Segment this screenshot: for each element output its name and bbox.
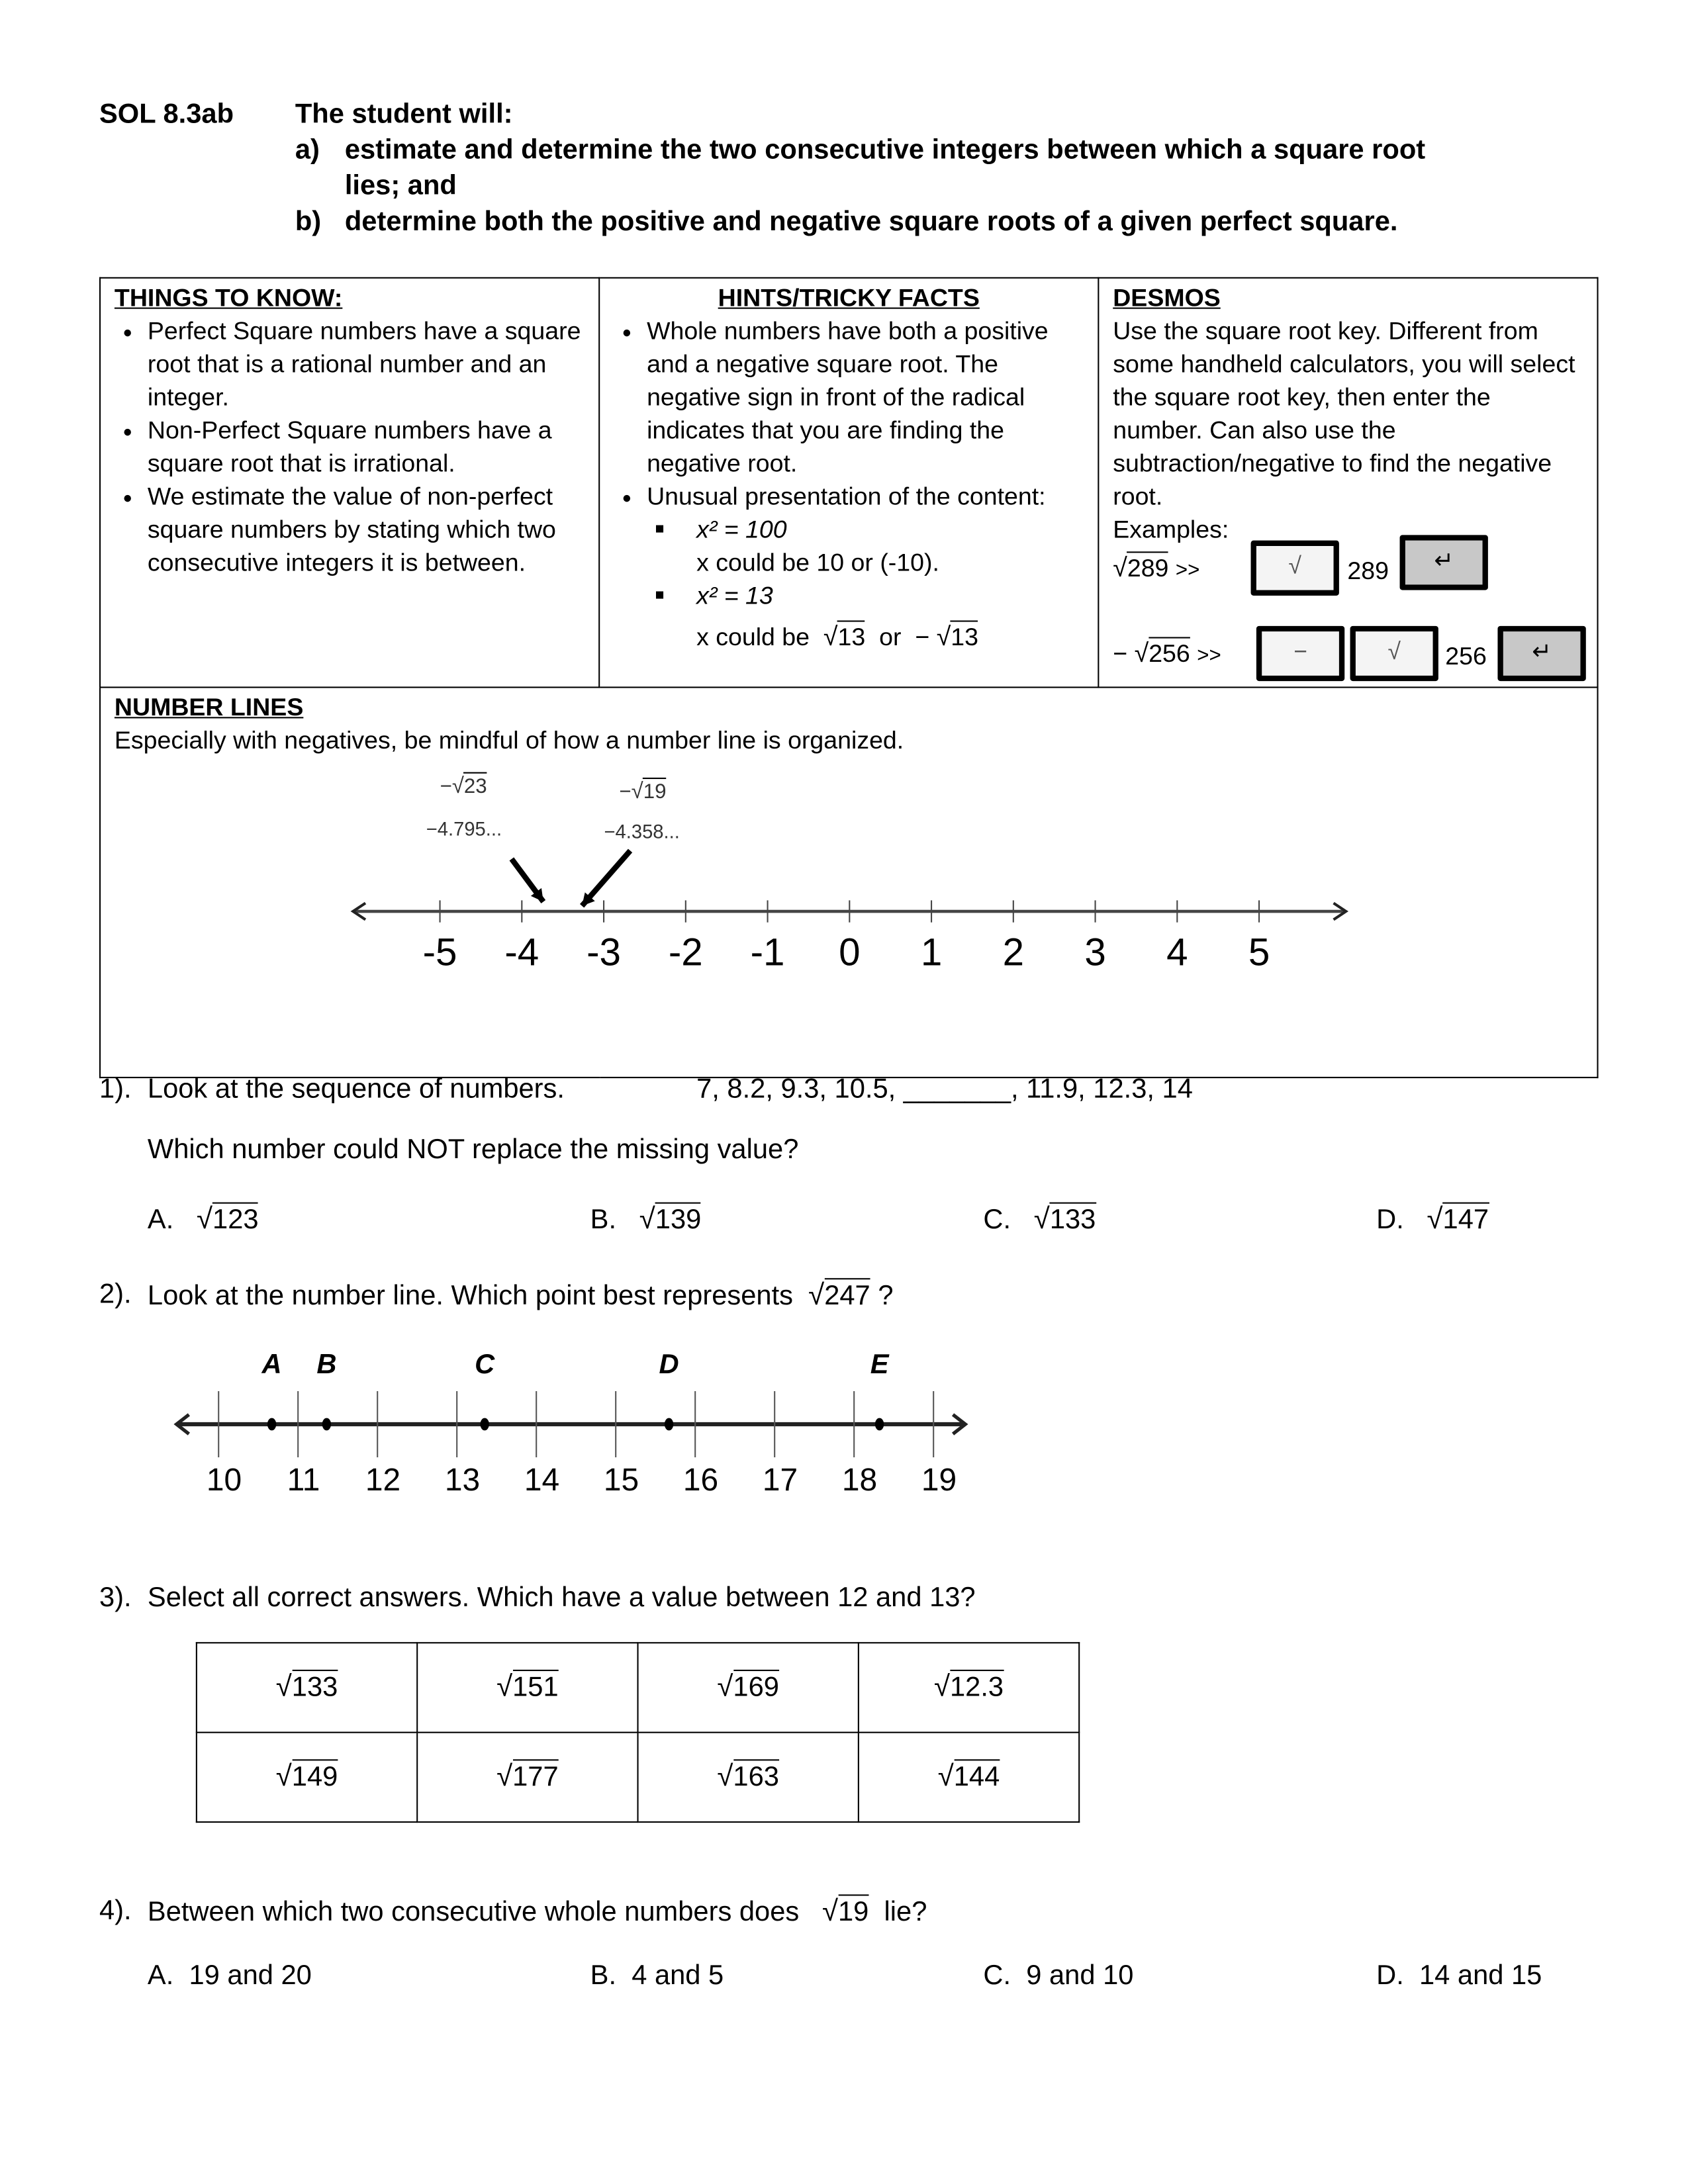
hint-item: • Unusual presentation of the content: <box>647 480 1084 513</box>
tick-label: 5 <box>1248 931 1270 974</box>
objective-a-text-cont: lies; and <box>344 171 457 202</box>
sqrt-key: √ <box>1251 541 1339 596</box>
tick-label: -1 <box>750 931 785 974</box>
tick-label: 11 <box>287 1463 320 1498</box>
objective-b-label: b) <box>295 206 322 238</box>
desmos-text: Use the square root key. Different from some handheld calculators, you will select the square root key, then enter the number. Can also use the subtraction/negative to find the negative root. <box>1113 317 1575 510</box>
enter-key: ↵ <box>1497 626 1585 681</box>
sol-code: SOL 8.3ab <box>99 99 234 130</box>
hint-sub-item: ■ x² = 13 x could be √13 or − √13 <box>655 579 1084 663</box>
examples-label: Examples: <box>1113 516 1229 543</box>
point-e <box>875 1418 884 1431</box>
tick-label: -5 <box>422 931 457 974</box>
tick-label: 1 <box>920 931 943 974</box>
tick-label: -2 <box>668 931 703 974</box>
q4-option-b[interactable]: B. 4 and 5 <box>590 1960 724 1991</box>
fact-item: • Perfect Square numbers have a square root that is a rational number and an integer. <box>148 314 585 414</box>
q1-option-a[interactable]: A. √123 <box>148 1204 259 1237</box>
radical: √13 <box>937 623 978 651</box>
tick-label: 14 <box>524 1463 560 1498</box>
q3-answer-cell[interactable]: √163 <box>638 1733 859 1822</box>
point-label: B <box>316 1347 337 1379</box>
tick-label: 0 <box>839 931 861 974</box>
q3-answer-cell[interactable]: √177 <box>417 1733 637 1822</box>
point-label: E <box>870 1347 889 1379</box>
tick-label: 18 <box>841 1463 878 1498</box>
q4-option-a[interactable]: A. 19 and 20 <box>147 1960 312 1991</box>
q4-number: 4). <box>99 1895 132 1927</box>
objective-a-text: estimate and determine the two consecutive integers between which a square root <box>344 135 1426 165</box>
point-label: A <box>261 1347 282 1379</box>
square-bullet-icon: ■ <box>655 521 665 538</box>
point-label: D <box>659 1347 679 1379</box>
q1-option-c[interactable]: C. √133 <box>983 1204 1096 1237</box>
point-a <box>267 1418 276 1431</box>
tick-label: 12 <box>365 1463 401 1498</box>
radical: √13 <box>823 623 865 651</box>
tick-label: 15 <box>603 1463 639 1498</box>
minus-key: − <box>1256 626 1344 681</box>
q1-question: Which number could NOT replace the missing value? <box>147 1134 799 1165</box>
q4-option-c[interactable]: C. 9 and 10 <box>983 1960 1134 1991</box>
square-bullet-icon: ■ <box>655 587 665 604</box>
fact-item: • We estimate the value of non-perfect square numbers by stating which two consecutive integers it is between. <box>148 480 585 579</box>
tick-label: 10 <box>206 1463 242 1498</box>
q3-number: 3). <box>99 1582 132 1614</box>
number-lines-title: NUMBER LINES <box>114 693 304 721</box>
annotation-neg-sqrt-23: −√23 <box>440 771 487 804</box>
q2-number: 2). <box>99 1279 132 1310</box>
hints-title: HINTS/TRICKY FACTS <box>718 284 980 312</box>
tick-label: -3 <box>586 931 622 974</box>
q3-answer-cell[interactable]: √149 <box>197 1733 417 1822</box>
example-2-number: 256 <box>1445 642 1487 670</box>
desmos-title: DESMOS <box>1113 284 1221 312</box>
q1-option-b[interactable]: B. √139 <box>590 1204 702 1237</box>
q3-answer-cell[interactable]: √12.3 <box>859 1643 1079 1732</box>
number-lines-text: Especially with negatives, be mindful of how a number line is organized. <box>114 726 904 754</box>
example-1-number: 289 <box>1347 557 1389 585</box>
q1-sequence: 7, 8.2, 9.3, 10.5, _______, 11.9, 12.3, 14 <box>696 1073 1193 1105</box>
objective-a-label: a) <box>295 135 320 165</box>
q1-number: 1). <box>99 1073 132 1105</box>
point-d <box>665 1418 673 1431</box>
point-c <box>481 1418 489 1431</box>
hint-item: • Whole numbers have both a positive and a negative square root. The negative sign in front of the radical indicates that you are finding the negative root. <box>647 314 1084 480</box>
q3-answer-cell[interactable]: √151 <box>417 1643 637 1732</box>
q3-answer-table <box>196 1642 1080 1823</box>
hint-sub-item: ■ x² = 100 x could be 10 or (-10). <box>655 513 1084 579</box>
tick-label: -4 <box>504 931 539 974</box>
q4-text: Between which two consecutive whole numbers does √19 lie? <box>148 1896 927 1929</box>
enter-key: ↵ <box>1400 535 1488 590</box>
q1-option-d[interactable]: D. √147 <box>1376 1204 1489 1237</box>
q3-answer-cell[interactable]: √144 <box>859 1733 1079 1822</box>
tick-label: 16 <box>682 1463 719 1498</box>
point-b <box>322 1418 331 1431</box>
tick-label: 4 <box>1166 931 1188 974</box>
q2-text: Look at the number line. Which point best represents √247 ? <box>148 1279 894 1312</box>
tick-label: 2 <box>1002 931 1025 974</box>
tick-label: 17 <box>762 1463 798 1498</box>
objective-b-text: determine both the positive and negative square roots of a given perfect square. <box>344 206 1398 238</box>
example-2-expression: − √256 >> <box>1113 637 1221 672</box>
example-1-expression: √289 >> <box>1113 551 1199 587</box>
intro-text: The student will: <box>295 99 513 130</box>
fact-item: • Non-Perfect Square numbers have a square root that is irrational. <box>148 414 585 480</box>
annotation-value-2: −4.358... <box>604 820 680 842</box>
q4-option-d[interactable]: D. 14 and 15 <box>1376 1960 1542 1991</box>
annotation-neg-sqrt-19: −√19 <box>619 776 666 809</box>
sqrt-key: √ <box>1350 626 1438 681</box>
tick-label: 3 <box>1084 931 1106 974</box>
q3-text: Select all correct answers. Which have a value between 12 and 13? <box>147 1582 976 1614</box>
tick-label: 19 <box>921 1463 957 1498</box>
things-to-know-title: THINGS TO KNOW: <box>114 284 343 312</box>
annotation-value-1: −4.795... <box>426 817 502 840</box>
q3-answer-cell[interactable]: √169 <box>638 1643 859 1732</box>
point-label: C <box>475 1347 495 1379</box>
tick-label: 13 <box>444 1463 481 1498</box>
q1-text: Look at the sequence of numbers. <box>147 1073 565 1105</box>
q3-answer-cell[interactable]: √133 <box>197 1643 417 1732</box>
